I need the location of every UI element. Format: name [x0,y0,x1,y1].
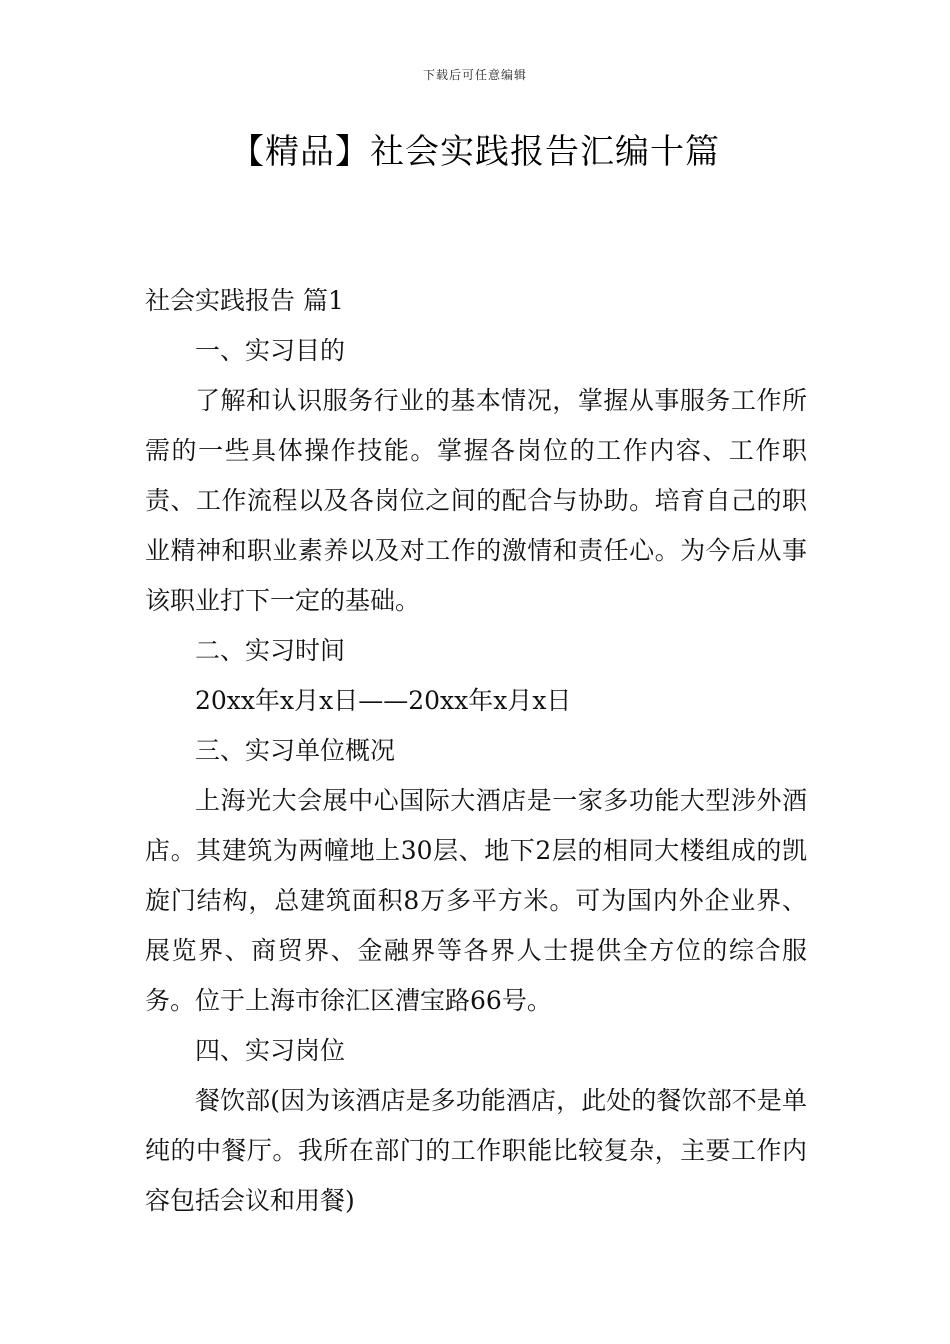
heading-time: 二、实习时间 [195,636,346,665]
paragraph-position: 餐饮部(因为该酒店是多功能酒店，此处的餐饮部不是单纯的中餐厅。我所在部门的工作职能比较复杂，主要工作内容包括会议和用餐) [145,1086,807,1215]
section-heading: 社会实践报告 篇1 [145,286,344,315]
heading-purpose: 一、实习目的 [195,336,346,365]
header-note: 下载后可任意编辑 [422,68,527,82]
paragraph-time: 20xx年x月x日——20xx年x月x日 [195,686,572,715]
paragraph-company-overview: 上海光大会展中心国际大酒店是一家多功能大型涉外酒店。其建筑为两幢地上30层、地下2层的相同大楼组成的凯旋门结构，总建筑面积8万多平方米。可为国内外企业界、展览界、商贸界、金融界等各界人士提供全方位的综合服务。位于上海市徐汇区漕宝路66号。 [145,786,807,1015]
heading-company-overview: 三、实习单位概况 [195,736,396,765]
document-body [145,276,807,1226]
paragraph-purpose: 了解和认识服务行业的基本情况，掌握从事服务工作所需的一些具体操作技能。掌握各岗位的工作内容、工作职责、工作流程以及各岗位之间的配合与协助。培育自己的职业精神和职业素养以及对工作的激情和责任心。为今后从事该职业打下一定的基础。 [145,386,807,615]
document-title: 【精品】社会实践报告汇编十篇 [230,132,720,172]
heading-position: 四、实习岗位 [195,1036,346,1065]
